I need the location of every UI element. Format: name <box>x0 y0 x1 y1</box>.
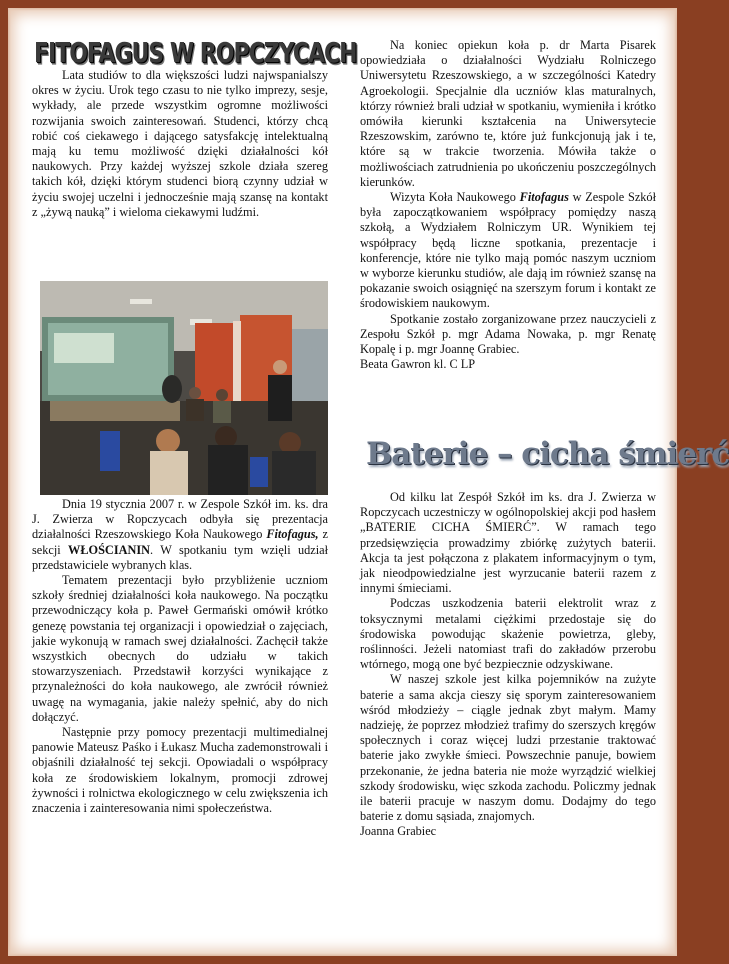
newsletter-page <box>8 8 729 956</box>
article2-paragraph-1: Od kilku lat Zespół Szkół im ks. dra J. Zwierza w Ropczycach uczestniczy w ogólnopolskiej akcji pod hasłem „BATERIE CICHA ŚMIERĆ”. W ramach tego przedsięwzięcia prowadzimy zbiórkę zużytych baterii. Akcja ta jest połączona z plakatem informacyjnym o tym, jak nieodpowiedzialne jest wyrzucanie baterii razem z innymi śmieciami. <box>360 490 656 596</box>
article1-author: Beata Gawron kl. C LP <box>360 357 476 372</box>
left-column <box>32 68 328 220</box>
p1-text-c: . W spotkaniu tym wzięli udział przedstawiciele wybranych klas. <box>32 542 328 572</box>
p1-text-a: Dnia 19 stycznia 2007 r. w Zespole Szkół im. ks. dra J. Zwierza w Ropczycach odbyła się prezentacja działalności Rzeszowskiego Koła Naukowego <box>32 497 328 542</box>
article1-paragraph-2: Tematem prezentacji było przybliżenie uczniom szkoły średniej działalności koła naukowego. Na początku przewodniczący koła p. Paweł Germański omówił krótko genezę powstania tej organizacji i opowiedział o zajęciach, jakie wykonują w ramach swej działalności. Zachęcił także wszystkich obecnych do udziału w takich stowarzyszeniach. Przedstawił korzyści wynikające z przynależności do koła naukowego, ale zwrócił również uwagę na wymagania, jakie należy spełnić, aby do nich dołączyć. <box>32 573 328 724</box>
p1-text-b: z sekcji <box>32 527 328 557</box>
article-title-baterie: Baterie – cicha śmierć <box>366 436 729 472</box>
article1-paragraph-4: Na koniec opiekun koła p. dr Marta Pisarek opowiedziała o działalności Wydziału Rolniczego Uniwersytetu Rzeszowskiego, a w szczególności Katedry Agroekologii. Specjalnie dla uczniów klas maturalnych, którzy również brali udział w spotkaniu, wymieniła i krótko omówiła kierunki kształcenia na Uniwersytecie Rzeszowskim, zarówno te, które już funkcjonują jak i te, które są w trakcie tworzenia. Mówiła także o możliwościach zatrudnienia po ukończeniu poszczególnych kierunków. <box>360 38 656 189</box>
left-column-lower <box>32 497 328 816</box>
article1-paragraph-5 <box>360 190 656 312</box>
classroom-photo-image <box>40 281 328 495</box>
p5-text-a: Wizyta Koła Naukowego <box>390 190 520 205</box>
article1-paragraph-6: Spotkanie zostało zorganizowane przez nauczycieli z Zespołu Szkół p. mgr Adama Nowaka, p. mgr Renatę Kopalę i p. mgr Joannę Grabiec. <box>360 311 656 357</box>
wloscianin-name: WŁOŚCIANIN <box>68 542 151 557</box>
p5-text-b: w Zespole Szkół była zapoczątkowaniem współpracy pomiędzy naszą szkołą, a Wydziałem Rolniczym UR. Wynikiem tej współpracy będą liczne spotkania, prezentacje i konferencje, które nie tylko mają pomóc naszym uczniom w wyborze kierunku studiów, ale dają im również szansę na pokazanie swoich osiągnięć na szerszym forum i kontakt ze środowiskiem naukowym. <box>360 190 656 311</box>
article2-paragraph-2: Podczas uszkodzenia baterii elektrolit wraz z toksycznymi metalami ciężkimi przedostaje się do środowiska powodując skażenie powietrza, gleby, roślinności. Jeżeli natomiast trafi do zakładów przerobu wtórnego, mogą one być bezpiecznie odzyskiwane. <box>360 596 656 672</box>
right-column <box>360 38 656 372</box>
article-title-fitofagus: FITOFAGUS W ROPCZYCACH <box>34 38 357 70</box>
article2-author: Joanna Grabiec <box>360 824 437 839</box>
right-column-lower <box>360 490 656 840</box>
presentation-photo <box>40 281 328 495</box>
article2-paragraph-3: W naszej szkole jest kilka pojemników na zużyte baterie a sama akcja cieszy się sporym zainteresowaniem wśród młodzieży – ciągle jednak zbyt małym. Mamy nadzieję, że poprzez młodzież trafimy do szerszych kręgów społecznych i coraz więcej ludzi przestanie traktować baterie jako zwykłe śmieci. Powszechnie panuje, bowiem przekonanie, że jedna bateria nie może wyrządzić wielkiej szkody środowisku, więc szkoda zachodu. Policzmy jednak ile baterii pracuje w naszym domu. Dodajmy do tego baterie z domu sąsiada, znajomych. <box>360 672 656 824</box>
intro-paragraph: Lata studiów to dla większości ludzi najwspanialszy okres w życiu. Urok tego czasu to nie tylko imprezy, sesje, wykłady, ale przede wszystkim ogromne możliwości rozwijania swoich zainteresowań. Studenci, którzy chcą robić coś ciekawego i dającego satysfakcję intelektualną mają ku temu możliwość dzięki działalności kół naukowych. Przy każdej wyższej szkole działa szereg takich kół, dzięki którym studenci biorą czynny udział w życiu swojej uczelni i jednocześnie mają szansę na kontakt z „żywą nauką” i wieloma ciekawymi ludźmi. <box>32 68 328 219</box>
article1-paragraph-1 <box>32 497 328 573</box>
fitofagus-name-2: Fitofagus <box>519 190 569 205</box>
fitofagus-name: Fitofagus, <box>266 527 319 542</box>
article1-paragraph-3: Następnie przy pomocy prezentacji multimedialnej panowie Mateusz Paśko i Łukasz Mucha zademonstrowali i objaśnili działalność tej sekcji. Opowiadali o współpracy koła ze środowiskiem lokalnym, promocji zdrowej żywności i rolnictwa ekologicznego w celu zwiększenia ich znaczenia i zainteresowania nimi społeczeństwa. <box>32 725 328 816</box>
